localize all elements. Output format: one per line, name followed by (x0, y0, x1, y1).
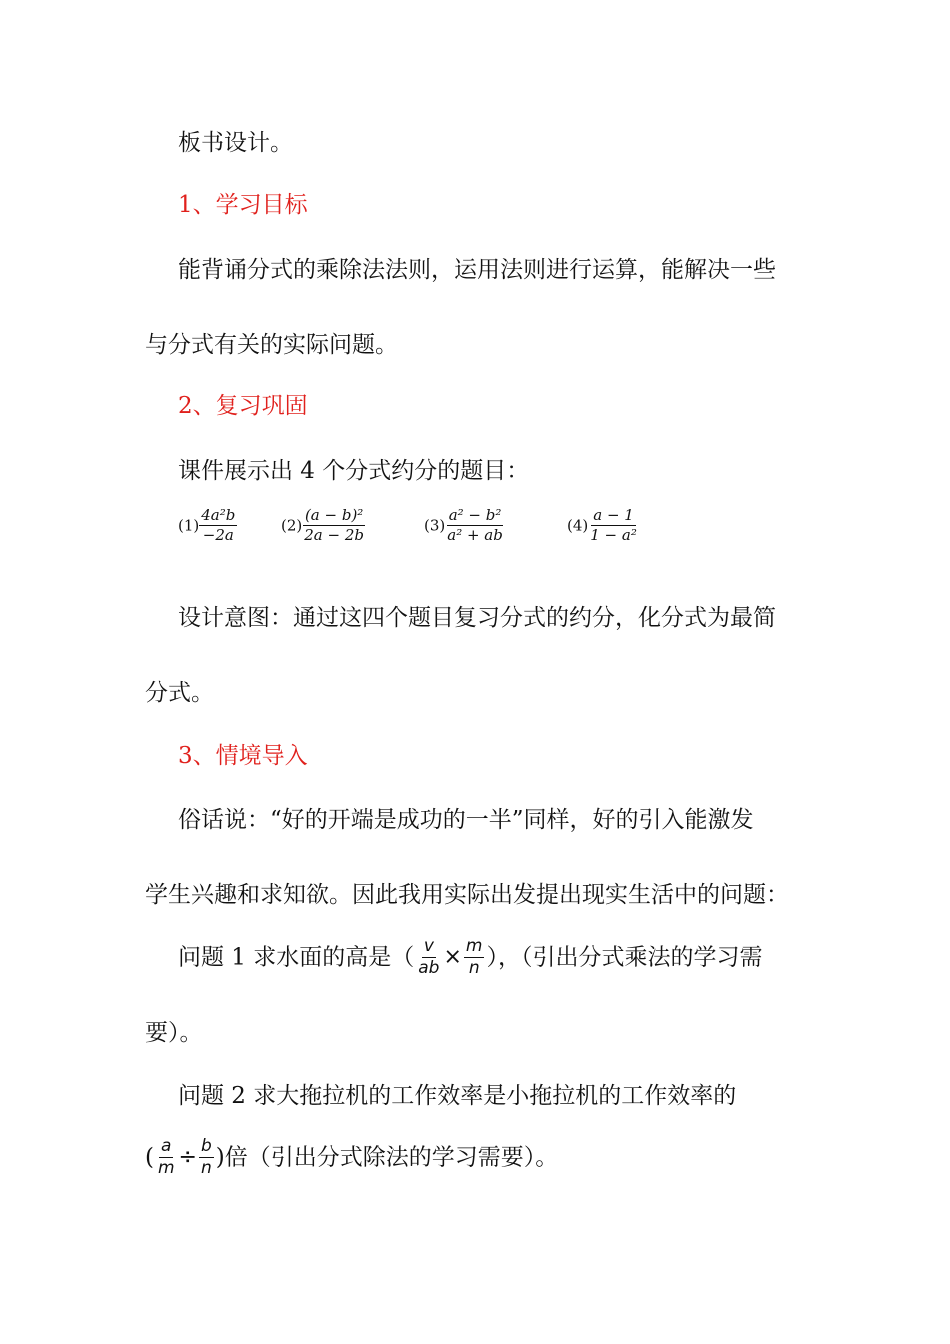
exercise-fraction (302, 508, 366, 543)
board-design-title: 板书设计。 (178, 130, 293, 156)
scenario-text-line2: 学生兴趣和求知欲。因此我用实际出发提出现实生活中的问题： (145, 882, 789, 908)
fraction-numerator: m (465, 936, 483, 956)
divide-operator: ÷ (178, 1144, 197, 1170)
exercise-label: (4) (567, 516, 589, 535)
question-2-open-paren: ( (145, 1144, 154, 1171)
fraction-denominator: 2a − 2b (304, 526, 364, 544)
multiply-operator: × (443, 944, 462, 970)
exercise-3 (424, 508, 505, 543)
fraction-numerator: a (161, 1136, 172, 1156)
exercise-fraction (445, 508, 505, 543)
learning-goals-text-line2: 与分式有关的实际问题。 (145, 332, 398, 358)
fraction-numerator: v (423, 936, 434, 956)
exercise-4 (567, 508, 639, 543)
exercise-label: (2) (281, 516, 303, 535)
question-1-prefix: 问题 1 求水面的高是（ (178, 944, 415, 971)
question-2-fraction-1 (156, 1138, 177, 1177)
fraction-denominator: ab (418, 958, 440, 978)
fraction-denominator: n (468, 958, 480, 978)
fraction-denominator: −2a (202, 526, 234, 544)
fraction-denominator: 1 − a² (590, 526, 637, 544)
question-2-line2 (145, 1138, 558, 1177)
question-1-continuation: 要）。 (145, 1020, 203, 1046)
fraction-numerator: a² − b² (448, 506, 502, 524)
design-intent-line1: 设计意图：通过这四个题目复习分式的约分，化分式为最简 (178, 605, 776, 631)
exercise-label: (3) (424, 516, 446, 535)
question-2-fraction-2 (199, 1138, 214, 1177)
question-1-fraction-1 (416, 938, 441, 977)
exercise-label: (1) (178, 516, 200, 535)
question-1 (178, 938, 762, 977)
question-2-line1: 问题 2 求大拖拉机的工作效率是小拖拉机的工作效率的 (178, 1083, 737, 1109)
review-intro: 课件展示出 4 个分式约分的题目： (178, 458, 530, 484)
exercise-2 (281, 508, 366, 543)
learning-goals-text-line1 (178, 255, 805, 285)
fraction-denominator: m (157, 1158, 175, 1178)
exercise-fraction (588, 508, 639, 543)
fraction-numerator: a − 1 (593, 506, 634, 524)
fraction-numerator: (a − b)² (304, 506, 364, 524)
question-1-suffix: ），（引出分式乘法的学习需 (486, 944, 763, 971)
scenario-text-line1: 俗话说：“好的开端是成功的一半”同样，好的引入能激发 (178, 807, 754, 833)
exercise-1 (178, 508, 237, 543)
fraction-numerator: b (200, 1136, 212, 1156)
fraction-denominator: a² + ab (447, 526, 503, 544)
fraction-denominator: n (200, 1158, 212, 1178)
section-heading-learning-goals: 1、学习目标 (178, 192, 308, 218)
fraction-numerator: 4a²b (201, 506, 236, 524)
question-2-suffix: )倍（引出分式除法的学习需要）。 (215, 1144, 559, 1171)
section-heading-review: 2、复习巩固 (178, 393, 308, 419)
section-heading-scenario: 3、情境导入 (178, 743, 308, 769)
learning-goals-text: 能背诵分式的乘除法法则，运用法则进行运算，能解决一些 (178, 257, 776, 283)
question-1-fraction-2 (464, 938, 485, 977)
exercise-fraction (199, 508, 237, 543)
design-intent-line2: 分式。 (145, 680, 214, 706)
